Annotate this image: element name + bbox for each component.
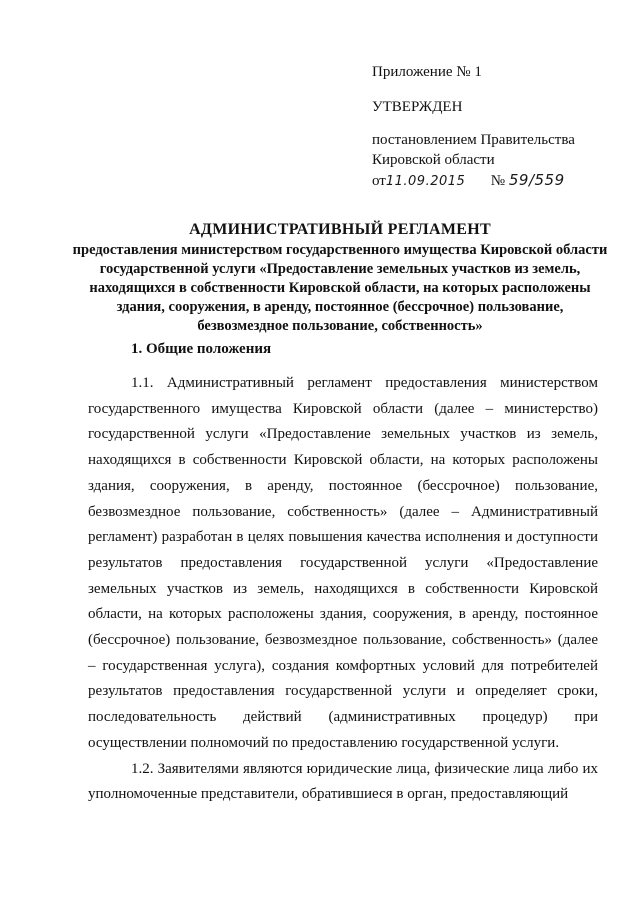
approved-label: УТВЕРЖДЕН <box>372 99 463 115</box>
paragraph-1-2: 1.2. Заявителями являются юридические лица, физические лица либо их уполномоченные представители, обратившиеся в орган, предоставляющий <box>88 760 598 803</box>
handwritten-number: 59/559 <box>508 171 565 189</box>
document-subtitle: предоставления министерством государственного имущества Кировской области государственной услуги «Предоставление земельных участков из земель, находящихся в собственности Кировской области, на которых расположены здания, сооружения, в аренду, постоянное (бессрочное) пользование, безвозмездное пользование, собственность» <box>72 242 608 334</box>
decree-line-2: Кировской области <box>372 152 495 168</box>
document-heading <box>70 219 610 336</box>
decree-line-1: постановлением Правительства <box>372 132 575 148</box>
number-prefix: № <box>490 173 506 189</box>
body-text <box>88 371 598 808</box>
paragraph-1-1: 1.1. Административный регламент предоставления министерством государственного имущества Кировской области (далее – министерство) государственной услуги «Предоставление земельных участков из земель, находящихся в собственности Кировской области, на которых расположены здания, сооружения, в аренду, постоянное (бессрочное) пользование, безвозмездное пользование, собственность» (далее – Административный регламент) разработан в целях повышения качества исполнения и доступности результатов предоставления государственной услуги «Предоставление земельных участков из земель, находящихся в собственности Кировской области, на которых расположены здания, сооружения, в аренду, постоянное (бессрочное) пользование, безвозмездное пользование, собственность» (далее – государственная услуга), создания комфортных условий для потребителей результатов предоставления государственной услуги и определяет сроки, последовательность действий (административных процедур) при осуществлении полномочий по предоставлению государственной услуги. <box>88 375 598 751</box>
document-title: АДМИНИСТРАТИВНЫЙ РЕГЛАМЕНТ <box>189 221 491 238</box>
decree-date-number <box>372 170 622 192</box>
appendix-label: Приложение № 1 <box>372 64 482 80</box>
section-title: 1. Общие положения <box>131 341 272 357</box>
date-prefix: от <box>372 173 386 189</box>
handwritten-date: 11.09.2015 <box>385 174 466 189</box>
approval-block <box>372 62 622 192</box>
